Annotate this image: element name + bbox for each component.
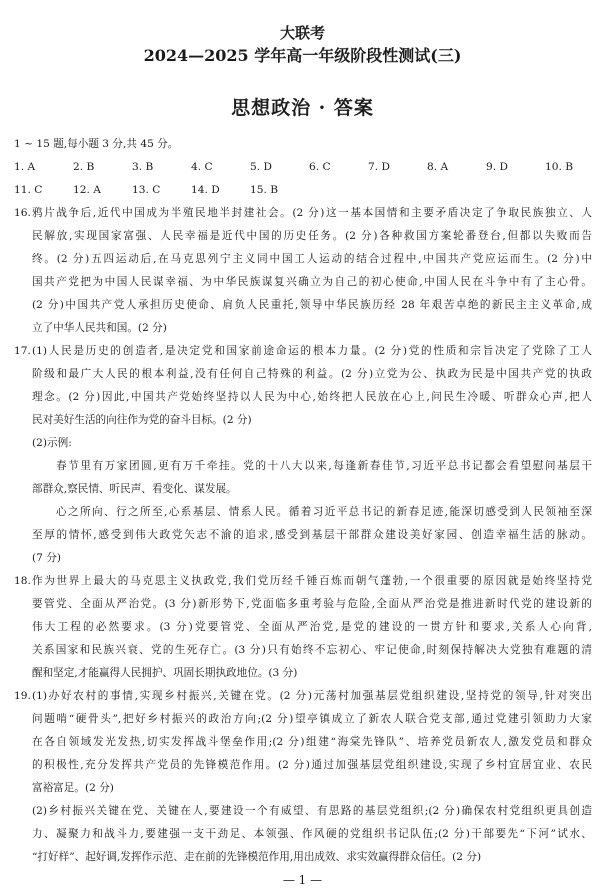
answer-line: 部群众,察民情、听民声、看变化、谋发展。 (32, 483, 237, 495)
answer-line: 民对美好生活的向往作为党的奋斗目标。(2 分) (32, 414, 252, 426)
question-number: 19. (14, 690, 31, 702)
question-number: 17. (14, 345, 31, 357)
answer-line: 在各自领域发光发热,切实发挥战斗堡垒作用;(2 分)组建“海棠先锋队”、培养党员新农人,激发党员和群众 (32, 736, 592, 748)
answer-item: 2. B (73, 161, 95, 173)
answer-line: 醒和坚定,才能赢得人民拥护、巩固长期执政地位。(3 分) (32, 667, 298, 679)
answer-item: 5. D (250, 161, 272, 173)
answer-line: (1)人民是历史的创造者,是决定党和国家前途命运的根本力量。(2 分)党的性质和宗旨决定了党除了工人 (32, 345, 592, 357)
answer-line: (2)乡村振兴关键在党、关键在人,要建设一个有威望、有思路的基层党组织;(2 分)确保农村党组织更具创造 (32, 805, 592, 817)
answer-line: “打好样”、起好调,发挥作示范、走在前的先锋模范作用,用出成效、求实效赢得群众信任。(2 分) (32, 851, 482, 863)
answer-item: 8. A (427, 161, 449, 173)
answer-line: (7 分) (32, 552, 61, 564)
answer-line: 终。(2 分)五四运动后,在马克思列宁主义同中国工人运动的结合过程中,中国共产党应运而生。(2 分)中 (32, 253, 592, 265)
exam-title: 2024—2025 学年高一年级阶段性测试(三) (143, 46, 462, 65)
answer-line: 鸦片战争后,近代中国成为半殖民地半封建社会。(2 分)这一基本国情和主要矛盾决定了争取民族独立、人 (32, 207, 592, 219)
answer-line: 理念。(2 分)因此,中国共产党始终坚持以人民为中心,始终把人民放在心上,问民生冷暖、听群众心声,把人 (32, 391, 592, 403)
answer-line: 心之所向、行之所至,心系基层、情系人民。循着习近平总书记的新春足迹,能深切感受到人民领袖至深 (56, 506, 592, 518)
answer-line: (2)示例: (32, 437, 72, 449)
answer-item: 13. C (132, 184, 161, 196)
answer-item: 15. B (250, 184, 278, 196)
answer-line: 富裕富足。(2 分) (32, 782, 114, 794)
answer-line: 关系国家和民族兴衰、党的生死存亡。(3 分)只有始终不忘初心、牢记使命,时刻保持解决大党独有难题的清 (32, 644, 592, 656)
question-number: 18. (14, 575, 31, 587)
answer-item: 10. B (545, 161, 573, 173)
answer-item: 3. B (132, 161, 154, 173)
answer-line: 立了中华人民共和国。(2 分) (32, 322, 167, 334)
answer-line: 问题啃“硬骨头”,把好乡村振兴的政治方向;(2 分)望亭镇成立了新农人联合党支部,通过党建引领助力大家 (32, 713, 592, 725)
question-number: 16. (14, 207, 31, 219)
answer-item: 1. A (14, 161, 36, 173)
page-number: — 1 — (282, 873, 323, 887)
answer-item: 9. D (486, 161, 508, 173)
answer-item: 4. C (191, 161, 213, 173)
answer-line: 至厚的情怀,感受到伟大政党矢志不渝的追求,感受到基层干部群众建设美好家园、创造幸福生活的脉动。 (32, 529, 592, 541)
answer-line: 春节里有万家团圆,更有万千牵挂。党的十八大以来,每逢新春佳节,习近平总书记都会看望慰问基层干 (56, 460, 592, 472)
subject-title: 思想政治 · 答案 (231, 97, 374, 119)
answer-item: 7. D (368, 161, 390, 173)
answer-item: 14. D (191, 184, 220, 196)
answer-line: 要管党、全面从严治党。(3 分)新形势下,党面临多重考验与危险,全面从严治党是推进新时代党的建设新的 (32, 598, 592, 610)
answer-line: 力、凝聚力和战斗力,要建强一支干劲足、本领强、作风硬的党组织书记队伍;(2 分)干部要先“下河”试水、 (32, 828, 592, 840)
answer-line: 阶级和最广大人民的根本利益,没有任何自己特殊的利益。(2 分)立党为公、执政为民是中国共产党的执政 (32, 368, 592, 380)
exam-series-title: 大联考 (279, 24, 325, 42)
answer-item: 11. C (14, 184, 43, 196)
answer-item: 12. A (73, 184, 101, 196)
answer-line: (2 分)中国共产党人承担历史使命、肩负人民重托,领导中华民族历经 28 年艰苦卓绝的新民主主义革命,成 (32, 299, 592, 311)
answer-line: (1)办好农村的事情,实现乡村振兴,关键在党。(2 分)元荡村加强基层党组织建设,坚持党的领导,针对突出 (32, 690, 592, 702)
answer-line: 伟大工程的必然要求。(3 分)党要管党、全面从严治党,是党的建设的一贯方针和要求,关系人心向背, (32, 621, 592, 633)
answer-line: 的积极性,充分发挥共产党员的先锋模范作用。(2 分)通过加强基层党组织建设,实现了乡村宜居宜业、农民 (32, 759, 592, 771)
answer-line: 作为世界上最大的马克思主义执政党,我们党历经千锤百炼而朝气蓬勃,一个很重要的原因就是始终坚持党 (32, 575, 592, 587)
answer-item: 6. C (309, 161, 331, 173)
answer-line: 民解放,实现国家富强、人民幸福是近代中国的历史任务。(2 分)各种救国方案轮番登台,但都以失败而告 (32, 230, 592, 242)
choice-intro: 1 ~ 15 题,每小题 3 分,共 45 分。 (14, 138, 179, 150)
answer-line: 国共产党把为中国人民谋幸福、为中华民族谋复兴确立为自己的初心使命,中国人民在斗争中有了主心骨。 (32, 276, 592, 288)
